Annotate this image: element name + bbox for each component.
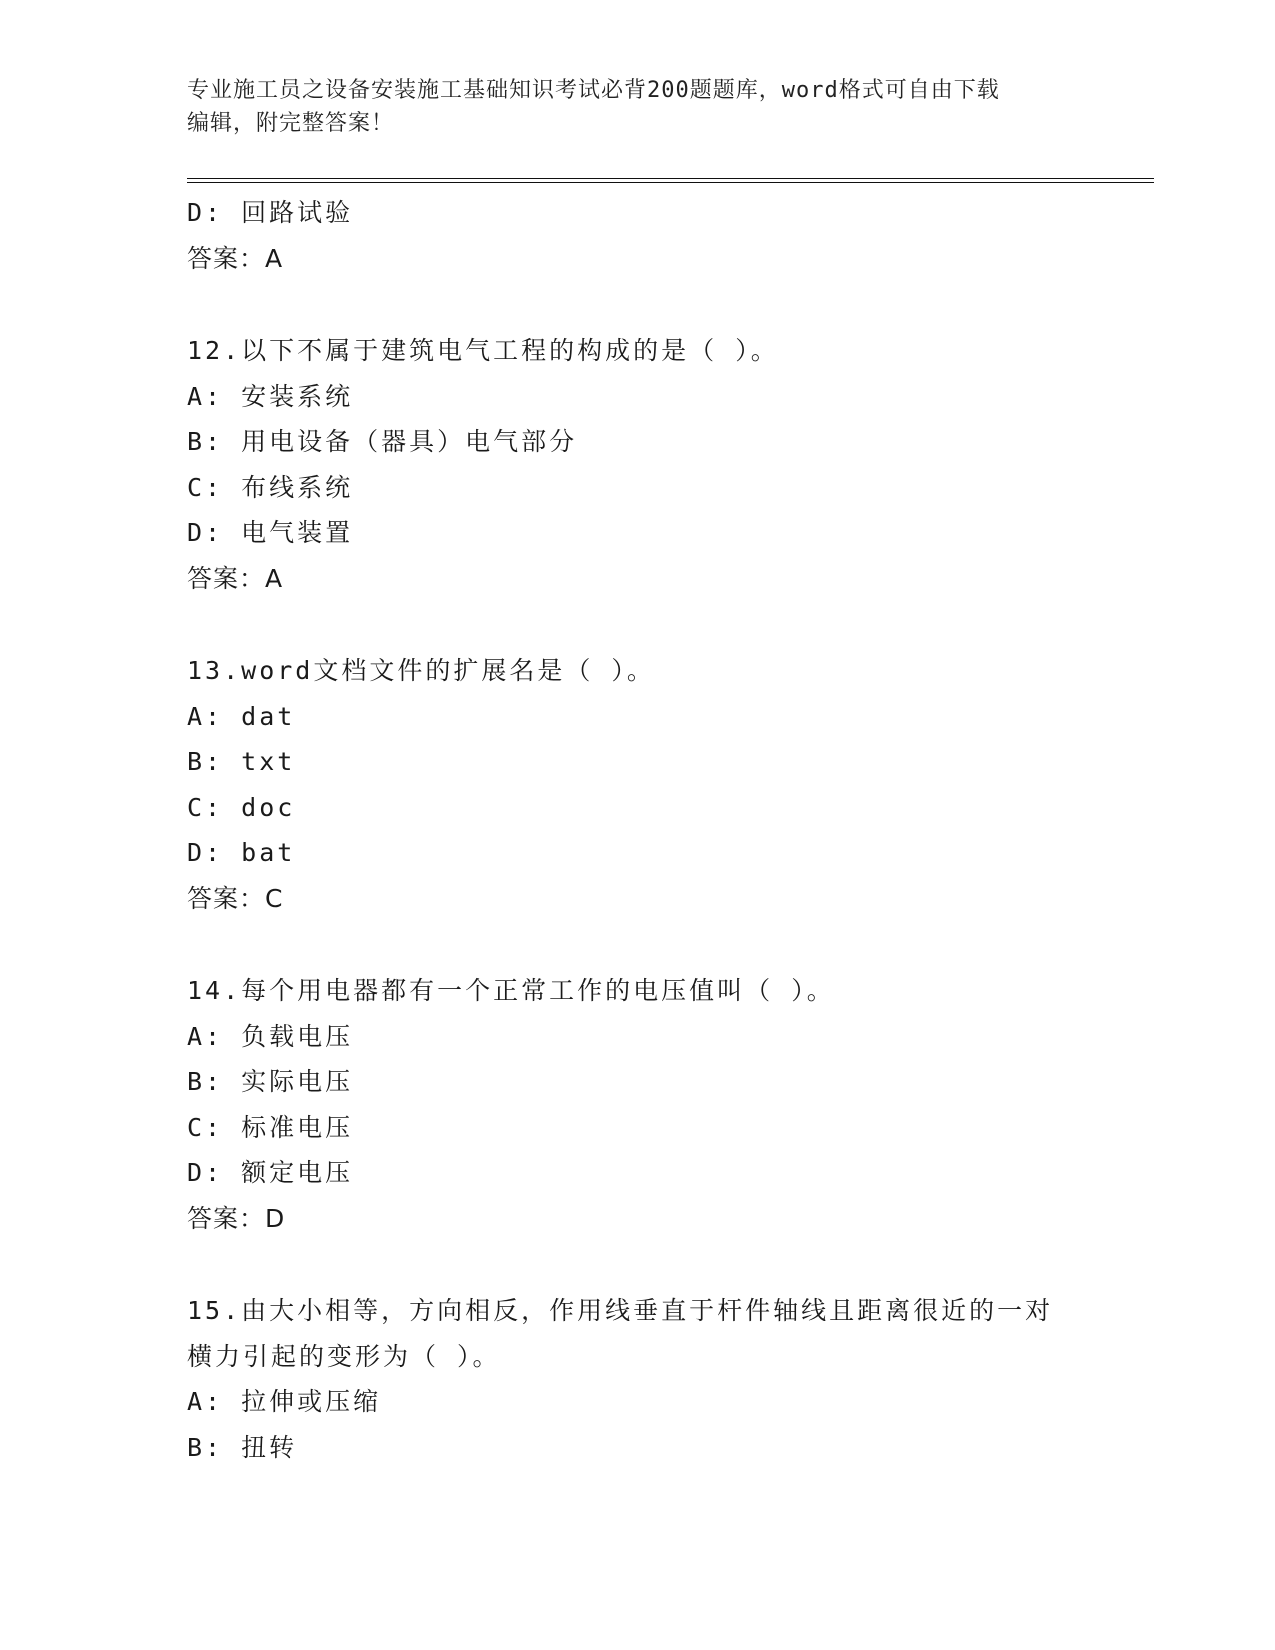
question-text-line-2: 横力引起的变形为（ ）。: [187, 1341, 501, 1371]
question-text: 13.word文档文件的扩展名是（ ）。: [187, 656, 655, 685]
question-text: 14.每个用电器都有一个正常工作的电压值叫（ ）。: [187, 976, 835, 1005]
header-title-line-1: 专业施工员之设备安装施工基础知识考试必背200题题库，word格式可自由下载: [187, 78, 1000, 103]
option-d: D: bat: [187, 838, 296, 867]
option-b: B: 用电设备（器具）电气部分: [187, 427, 578, 456]
option-b: B: 实际电压: [187, 1067, 354, 1096]
option-c: C: 标准电压: [187, 1112, 354, 1142]
option-a: A: dat: [187, 701, 296, 731]
option-c: C: 布线系统: [187, 472, 354, 502]
option-b: B: txt: [187, 747, 296, 776]
header-divider: [187, 178, 1154, 183]
answer-line: 答案：C: [187, 883, 284, 913]
answer-line: 答案：A: [187, 563, 284, 593]
option-d: D: 额定电压: [187, 1158, 354, 1187]
question-12: [187, 328, 1147, 601]
header-title-line-2: 编辑，附完整答案！: [187, 111, 395, 136]
question-text-line-1: 15.由大小相等，方向相反，作用线垂直于杆件轴线且距离很近的一对: [187, 1296, 1054, 1325]
question-15: [187, 1288, 1147, 1470]
question-14: [187, 968, 1147, 1241]
option-b: B: 扭转: [187, 1432, 298, 1462]
question-list: [187, 190, 1147, 1470]
option-a: A: 安装系统: [187, 381, 354, 411]
answer-line: 答案：D: [187, 1203, 286, 1233]
question-11-tail: [187, 190, 1147, 281]
question-text: 12.以下不属于建筑电气工程的构成的是（ ）。: [187, 336, 779, 365]
option-a: A: 拉伸或压缩: [187, 1387, 382, 1416]
option-d: D: 回路试验: [187, 198, 354, 227]
answer-line: 答案：A: [187, 243, 284, 273]
option-c: C: doc: [187, 792, 296, 822]
document-header: [187, 74, 1087, 140]
option-d: D: 电气装置: [187, 518, 354, 547]
question-13: [187, 648, 1147, 921]
option-a: A: 负载电压: [187, 1021, 354, 1051]
